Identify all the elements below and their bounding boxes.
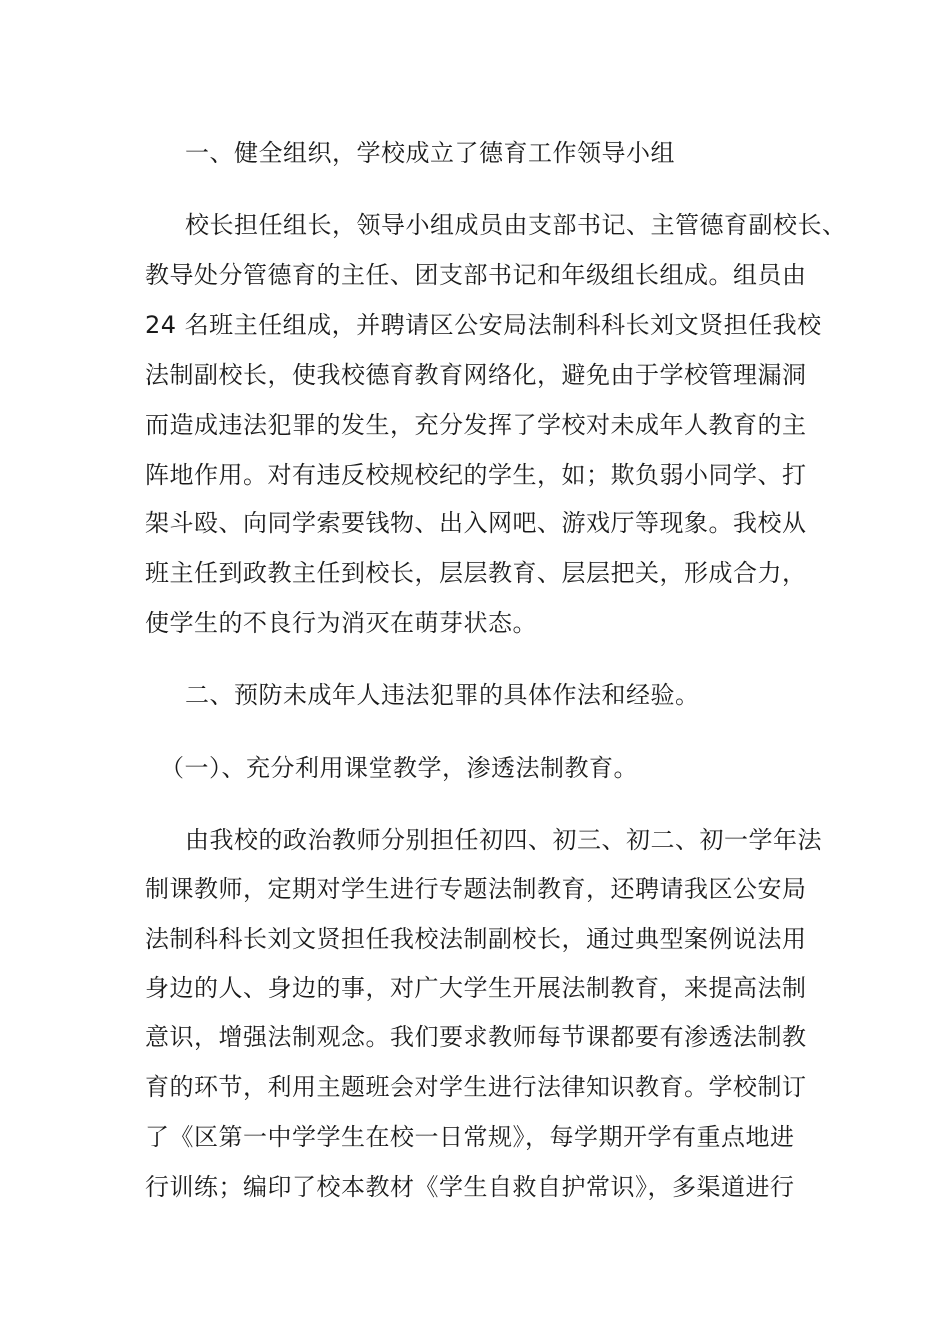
paragraph-line: 班主任到政教主任到校长，层层教育、层层把关，形成合力，	[145, 559, 807, 587]
paragraph-line: 教导处分管德育的主任、团支部书记和年级组长组成。组员由	[145, 261, 807, 289]
paragraph-line: 意识，增强法制观念。我们要求教师每节课都要有渗透法制教	[145, 1023, 807, 1051]
paragraph-line: 由我校的政治教师分别担任初四、初三、初二、初一学年法	[185, 826, 822, 854]
paragraph-line: 24 名班主任组成，并聘请区公安局法制科科长刘文贤担任我校	[145, 311, 822, 339]
paragraph-line: 了《区第一中学学生在校一日常规》，每学期开学有重点地进	[145, 1123, 795, 1151]
subsection-heading-1: （一）、充分利用课堂教学，渗透法制教育。	[160, 754, 638, 782]
paragraph-line: 育的环节，利用主题班会对学生进行法律知识教育。学校制订	[145, 1073, 807, 1101]
paragraph-line: 而造成违法犯罪的发生，充分发挥了学校对未成年人教育的主	[145, 411, 807, 439]
paragraph-line: 阵地作用。对有违反校规校纪的学生，如；欺负弱小同学、打	[145, 461, 807, 489]
paragraph-line: 使学生的不良行为消灭在萌芽状态。	[145, 609, 537, 637]
paragraph-line: 法制副校长，使我校德育教育网络化，避免由于学校管理漏洞	[145, 361, 807, 389]
paragraph-line: 身边的人、身边的事，对广大学生开展法制教育，来提高法制	[145, 974, 807, 1002]
paragraph-line: 校长担任组长，领导小组成员由支部书记、主管德育副校长、	[185, 211, 847, 239]
section-heading-2: 二、预防未成年人违法犯罪的具体作法和经验。	[185, 681, 700, 709]
paragraph-line: 行训练；编印了校本教材《学生自救自护常识》，多渠道进行	[145, 1173, 795, 1201]
paragraph-line: 法制科科长刘文贤担任我校法制副校长，通过典型案例说法用	[145, 925, 807, 953]
paragraph-line: 制课教师，定期对学生进行专题法制教育，还聘请我区公安局	[145, 875, 807, 903]
paragraph-line: 架斗殴、向同学索要钱物、出入网吧、游戏厅等现象。我校从	[145, 509, 807, 537]
section-heading-1: 一、健全组织，学校成立了德育工作领导小组	[185, 139, 675, 167]
